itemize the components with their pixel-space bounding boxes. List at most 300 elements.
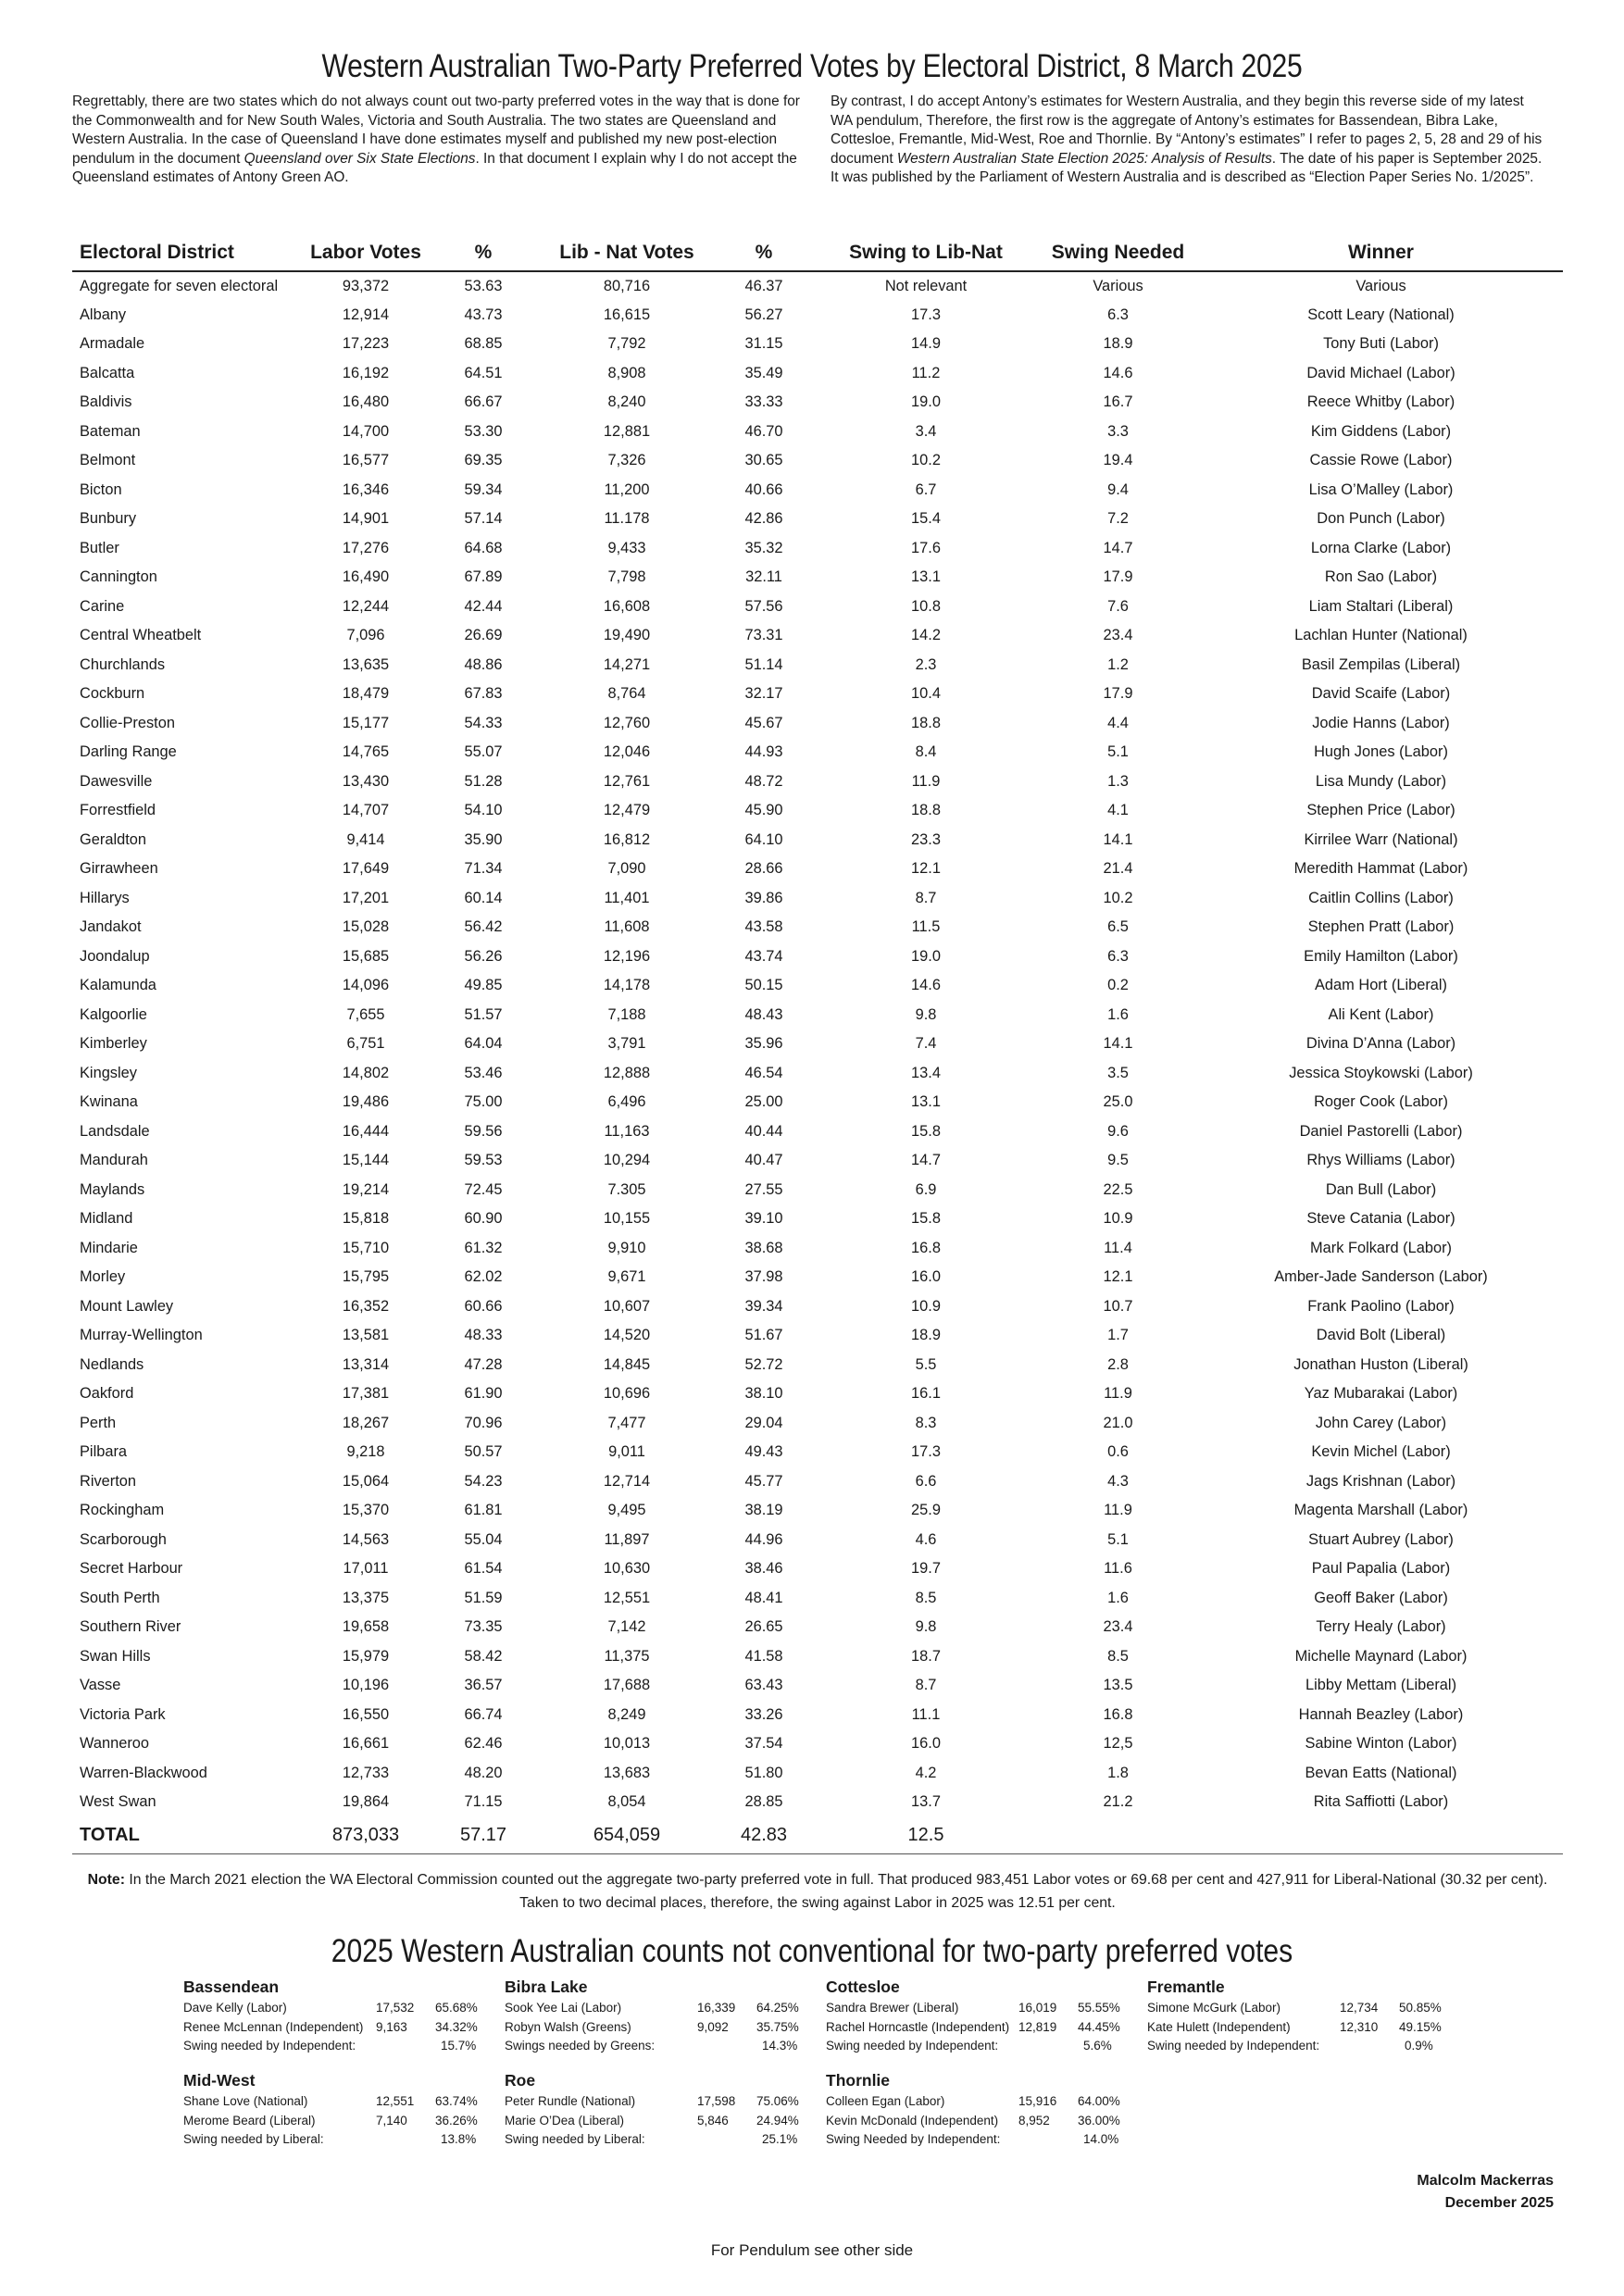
table-cell: 7,142 [607,1618,646,1636]
table-cell: 59.53 [464,1152,503,1169]
table-cell: 14.7 [1103,539,1133,556]
table-cell: 21.2 [1103,1793,1133,1811]
district-cell: Kalamunda [80,977,156,994]
candidate-percent: 49.15% [1399,2019,1442,2034]
district-cell: Balcatta [80,364,135,381]
district-cell: Nedlands [80,1355,144,1373]
table-cell: 6.3 [1107,306,1129,323]
table-cell: 11,897 [604,1530,650,1548]
table-cell: 21.4 [1103,860,1133,878]
table-cell: 12.1 [911,860,941,878]
table-cell: 54.10 [464,802,503,819]
district-cell: Morley [80,1268,126,1286]
table-cell: 17,649 [342,860,390,878]
total-cell: 654,059 [541,1817,713,1854]
table-cell: 11,401 [604,889,650,906]
table-cell: 10.4 [911,685,941,703]
table-cell: 14,520 [603,1327,651,1344]
table-row [72,1204,1563,1234]
candidate-name: Merome Beard (Liberal) [183,2113,316,2128]
candidate-percent: 44.45% [1078,2019,1120,2034]
table-cell: 17.9 [1103,568,1133,586]
candidate-percent: 63.74% [435,2094,478,2108]
district-cell: Central Wheatbelt [80,627,202,644]
table-cell: 64.04 [464,1035,503,1053]
district-cell: Baldivis [80,393,132,411]
table-cell: 59.34 [464,480,503,498]
table-cell: Cassie Rowe (Labor) [1309,452,1453,469]
table-row [72,1526,1563,1555]
table-row [72,418,1563,447]
district-cell: Murray-Wellington [80,1327,203,1344]
table-cell: 3,791 [607,1035,646,1053]
table-cell: 10,630 [603,1560,651,1578]
table-cell: 14,901 [342,510,390,528]
table-cell: 13.1 [911,568,941,586]
district-cell: Cannington [80,568,157,586]
table-cell: 56.42 [464,918,503,936]
district-cell: Scarborough [80,1530,167,1548]
table-cell: 15,028 [342,918,390,936]
table-cell: 4.6 [915,1530,937,1548]
swing-needed-row [183,2037,498,2056]
table-cell: 35.32 [744,539,783,556]
table-cell: 31.15 [744,335,783,353]
table-cell: 1.3 [1107,772,1129,790]
table-row [72,534,1563,564]
table-row [72,1409,1563,1439]
table-cell: 15.8 [911,1210,941,1228]
district-cell: Forrestfield [80,802,156,819]
table-cell: 46.37 [744,277,783,294]
district-cell: Kalgoorlie [80,1005,147,1023]
candidate-name: Rachel Horncastle (Independent) [826,2019,1010,2034]
table-cell: 17,276 [342,539,390,556]
table-cell: 45.90 [744,802,783,819]
table-cell: 57.14 [464,510,503,528]
swing-needed-row [505,2037,819,2056]
table-row [72,1467,1563,1497]
table-cell: 14.7 [911,1152,941,1169]
table-cell: 18.9 [1103,335,1133,353]
table-row [72,388,1563,418]
candidate-row [826,2018,1141,2038]
district-cell: Landsdale [80,1122,150,1140]
total-label: TOTAL [72,1817,306,1854]
table-row [72,563,1563,593]
district-cell: Kimberley [80,1035,147,1053]
table-cell: 51.57 [464,1005,503,1023]
table-cell: 55.04 [464,1530,503,1548]
table-cell: 19.7 [911,1560,941,1578]
table-cell: 39.34 [744,1297,783,1315]
table-cell: 8.4 [915,743,937,761]
district-cell: Bicton [80,480,122,498]
candidate-percent: 55.55% [1078,2001,1120,2015]
table-cell: 12,881 [603,422,651,440]
table-cell: 14.9 [911,335,941,353]
district-cell: Jandakot [80,918,142,936]
table-cell: Stuart Aubrey (Labor) [1308,1530,1454,1548]
table-cell: 42.86 [744,510,783,528]
table-cell: 9,671 [607,1268,646,1286]
column-header: % [713,234,815,271]
district-cell: Joondalup [80,947,150,965]
table-cell: Frank Paolino (Labor) [1307,1297,1455,1315]
table-row [72,621,1563,651]
seat-name: Roe [505,2071,536,2090]
table-cell: 8,054 [607,1793,646,1811]
table-cell: 9,414 [346,830,385,848]
table-cell: 15,685 [342,947,390,965]
table-cell: 18.7 [911,1647,941,1665]
total-cell: 873,033 [306,1817,426,1854]
table-row [72,971,1563,1001]
table-cell: Not relevant [884,277,968,294]
table-cell: David Bolt (Liberal) [1316,1327,1446,1344]
table-cell: 38.10 [744,1385,783,1403]
table-cell: 48.43 [744,1005,783,1023]
table-cell: 11,375 [604,1647,650,1665]
table-cell: 19,658 [342,1618,390,1636]
table-cell: 11.4 [1104,1239,1132,1256]
table-cell: 36.57 [464,1677,503,1694]
table-cell: 10,607 [603,1297,651,1315]
candidate-name: Simone McGurk (Labor) [1147,2001,1281,2015]
table-cell: 13.5 [1103,1677,1133,1694]
table-row [72,1729,1563,1759]
table-cell: Divina D’Anna (Labor) [1305,1035,1456,1053]
table-row [72,505,1563,534]
table-cell: 71.34 [464,860,503,878]
table-cell: 1.8 [1107,1764,1129,1781]
table-cell: Various [1355,277,1406,294]
table-cell: Jodie Hanns (Labor) [1312,714,1450,731]
table-cell: Paul Papalia (Labor) [1311,1560,1451,1578]
table-cell: 8,240 [607,393,646,411]
table-cell: 25.9 [911,1502,941,1519]
table-cell: 19,864 [342,1793,390,1811]
table-cell: 64.68 [464,539,503,556]
district-cell: Churchlands [80,655,166,673]
table-cell: 15.8 [911,1122,941,1140]
table-cell: Ali Kent (Labor) [1328,1005,1434,1023]
table-cell: 8.7 [915,1677,937,1694]
intro-text: . The date of his paper is September 2025. It was published by the Parliament of Western Australia and is described as “Election Paper Series No. 1/2025”. [831,150,1543,186]
table-cell: 11,200 [604,480,650,498]
table-cell: 67.83 [464,685,503,703]
intro-right-paragraph [831,93,1543,188]
district-cell: Wanneroo [80,1735,150,1753]
table-cell: 7,096 [346,627,385,644]
table-cell: 14,700 [342,422,390,440]
table-row [72,738,1563,767]
candidate-name: Robyn Walsh (Greens) [505,2019,631,2034]
table-cell: 14,096 [342,977,390,994]
table-cell: 15.4 [911,510,941,528]
table-cell: 70.96 [464,1414,503,1431]
candidate-percent: 64.00% [1078,2094,1120,2108]
swing-needed-row [826,2130,1141,2150]
table-cell: 17.9 [1103,685,1133,703]
district-cell: Mount Lawley [80,1297,174,1315]
district-cell: West Swan [80,1793,156,1811]
swing-value: 14.3% [762,2039,798,2053]
table-cell: 13,314 [342,1355,390,1373]
table-cell: 16.1 [911,1385,941,1403]
table-row [72,476,1563,505]
table-cell: 93,372 [342,277,390,294]
table-cell: 39.10 [744,1210,783,1228]
table-header-row [72,234,1563,271]
table-row [72,826,1563,855]
table-cell: Jonathan Huston (Liberal) [1293,1355,1468,1373]
table-cell: 7,326 [607,452,646,469]
table-cell: 51.67 [744,1327,783,1344]
table-row [72,796,1563,826]
table-cell: 45.77 [744,1472,783,1490]
table-cell: 10,196 [342,1677,390,1694]
table-cell: 17.6 [911,539,941,556]
table-cell: Adam Hort (Liberal) [1314,977,1447,994]
table-cell: 14.6 [1103,364,1133,381]
table-cell: Caitlin Collins (Labor) [1308,889,1454,906]
table-row [72,1701,1563,1730]
table-cell: 7.6 [1107,597,1129,615]
table-cell: 46.70 [744,422,783,440]
candidate-percent: 34.32% [435,2019,478,2034]
district-cell: Midland [80,1210,133,1228]
table-cell: 12,551 [603,1589,651,1606]
table-row [72,1351,1563,1380]
table-cell: Amber-Jade Sanderson (Labor) [1274,1268,1488,1286]
table-cell: 2.8 [1107,1355,1129,1373]
district-cell: Butler [80,539,119,556]
table-cell: 73.31 [744,627,783,644]
table-cell: 17,011 [343,1560,389,1578]
table-cell: 19.4 [1103,452,1133,469]
table-cell: 16.0 [911,1268,941,1286]
table-cell: Daniel Pastorelli (Labor) [1299,1122,1463,1140]
table-cell: John Carey (Labor) [1315,1414,1447,1431]
district-cell: Secret Harbour [80,1560,183,1578]
table-cell: 4.1 [1107,802,1129,819]
table-cell: 19,490 [603,627,651,644]
table-cell: 14,178 [603,977,651,994]
table-cell: 12,244 [342,597,390,615]
intro-text: . In that document I explain why I do not accept the Queensland estimates of Antony Green AO. [72,150,797,186]
table-cell: 28.66 [744,860,783,878]
table-cell: 60.14 [464,889,503,906]
table-cell: 35.90 [464,830,503,848]
table-cell: 30.65 [744,452,783,469]
table-cell: 15,710 [342,1239,390,1256]
candidate-percent: 50.85% [1399,2001,1442,2015]
author-date: December 2025 [1444,2195,1554,2211]
seat-box [1147,1977,1462,2056]
table-cell: 55.07 [464,743,503,761]
table-cell: 4.3 [1107,1472,1129,1490]
table-cell: 48.72 [744,772,783,790]
table-cell: Sabine Winton (Labor) [1305,1735,1457,1753]
table-cell: 62.02 [464,1268,503,1286]
table-cell: 18,267 [342,1414,390,1431]
table-cell: 25.00 [744,1093,783,1111]
candidate-name: Shane Love (National) [183,2094,308,2108]
table-cell: 16,661 [342,1735,390,1753]
district-cell: Victoria Park [80,1705,166,1723]
district-cell: Maylands [80,1180,145,1198]
table-cell: 6.7 [915,480,937,498]
table-cell: 59.56 [464,1122,503,1140]
column-header: Lib - Nat Votes [541,234,713,271]
table-cell: 16,812 [603,830,651,848]
table-cell: 12,888 [603,1064,651,1081]
seat-box [183,1977,498,2056]
table-cell: 16,608 [603,597,651,615]
results-table-container [72,234,1563,1854]
table-cell: Jessica Stoykowski (Labor) [1289,1064,1473,1081]
table-cell: 12,046 [603,743,651,761]
district-cell: Southern River [80,1618,181,1636]
table-cell: 51.80 [744,1764,783,1781]
table-cell: 17.3 [911,1443,941,1461]
table-cell: 10.9 [1103,1210,1133,1228]
seat-box [183,2070,498,2150]
table-cell: 6.3 [1107,947,1129,965]
table-cell: 16,346 [342,480,390,498]
table-cell: 10.2 [911,452,941,469]
table-cell: 3.4 [915,422,937,440]
table-cell: 10.9 [911,1297,941,1315]
table-cell: 16,192 [342,364,390,381]
table-cell: 14,802 [342,1064,390,1081]
table-cell: 14,707 [342,802,390,819]
table-cell: Scott Leary (National) [1307,306,1455,323]
district-cell: Vasse [80,1677,121,1694]
note-label: Note: [87,1872,125,1888]
table-cell: 23.3 [911,830,941,848]
table-cell: 43.58 [744,918,783,936]
table-cell: 7,792 [607,335,646,353]
note-text: In the March 2021 election the WA Electoral Commission counted out the aggregate two-party preferred vote in full. That produced 983,451 Labor votes or 69.68 per cent and 427,911 for Liberal-National (30.32 per cent). Taken to two decimal places, therefore, the swing against Labor in 2025 was 12.51 per cent. [124,1872,1548,1911]
intro-document-title: Western Australian State Election 2025: Analysis of Results [896,150,1272,167]
table-row [72,1029,1563,1059]
table-cell: 14,845 [603,1355,651,1373]
district-cell: Hillarys [80,889,130,906]
candidate-row [505,1999,819,2018]
table-cell: 48.41 [744,1589,783,1606]
swing-label: Swing needed by Independent: [183,2039,356,2053]
district-cell: Collie-Preston [80,714,175,731]
table-cell: 10,013 [603,1735,651,1753]
table-cell: 12,914 [342,306,390,323]
total-cell [1199,1817,1563,1854]
table-cell: Bevan Eatts (National) [1305,1764,1457,1781]
table-row [72,1117,1563,1147]
candidate-votes: 9,092 [697,2019,729,2034]
table-cell: 33.26 [744,1705,783,1723]
table-cell: Rhys Williams (Labor) [1306,1152,1455,1169]
table-cell: 21.0 [1103,1414,1133,1431]
table-cell: 3.3 [1107,422,1129,440]
district-cell: Pilbara [80,1443,128,1461]
seat-box [826,1977,1141,2056]
table-cell: David Michael (Labor) [1306,364,1455,381]
table-cell: 51.28 [464,772,503,790]
seat-name: Bassendean [183,1978,280,1996]
table-cell: 9.8 [915,1005,937,1023]
table-cell: 6.5 [1107,918,1129,936]
table-cell: 11,608 [604,918,650,936]
table-cell: Meredith Hammat (Labor) [1293,860,1468,878]
district-cell: South Perth [80,1589,160,1606]
table-cell: 10.2 [1103,889,1133,906]
table-row [72,1788,1563,1817]
table-cell: 38.68 [744,1239,783,1256]
table-cell: Libby Mettam (Liberal) [1305,1677,1457,1694]
table-cell: Jags Krishnan (Labor) [1305,1472,1456,1490]
district-cell: Belmont [80,452,136,469]
table-cell: 40.47 [744,1152,783,1169]
table-cell: 8.7 [915,889,937,906]
swing-needed-row [505,2130,819,2150]
table-cell: 11.1 [911,1705,941,1723]
table-cell: 7,798 [607,568,646,586]
table-cell: 51.14 [744,655,783,673]
seat-box [505,1977,819,2056]
candidate-percent: 75.06% [756,2094,799,2108]
table-cell: Roger Cook (Labor) [1314,1093,1448,1111]
swing-label: Swing Needed by Independent: [826,2132,1001,2146]
candidate-votes: 16,019 [1018,2001,1057,2015]
swing-label: Swing needed by Independent: [1147,2039,1320,2053]
candidate-row [826,2112,1141,2131]
district-cell: Rockingham [80,1502,165,1519]
table-cell: 64.51 [464,364,503,381]
table-row [72,446,1563,476]
table-cell: Ron Sao (Labor) [1324,568,1438,586]
intro-left-paragraph [72,93,813,188]
table-cell: 1.6 [1107,1589,1129,1606]
table-cell: Michelle Maynard (Labor) [1294,1647,1468,1665]
candidate-percent: 35.75% [756,2019,799,2034]
table-cell: 38.46 [744,1560,783,1578]
table-cell: 9.8 [915,1618,937,1636]
seat-box [826,2070,1141,2150]
table-cell: 1.2 [1107,655,1129,673]
table-cell: 69.35 [464,452,503,469]
table-cell: 14,765 [342,743,390,761]
candidate-row [505,2112,819,2131]
table-cell: 61.54 [464,1560,503,1578]
table-row [72,1263,1563,1292]
table-cell: 8.5 [1107,1647,1129,1665]
table-cell: 64.10 [744,830,783,848]
table-cell: 8.5 [915,1589,937,1606]
table-cell: 11.5 [911,918,941,936]
district-cell: Albany [80,306,127,323]
candidate-name: Peter Rundle (National) [505,2094,636,2108]
district-cell: Bunbury [80,510,137,528]
table-cell: 8,908 [607,364,646,381]
table-row [72,593,1563,622]
table-cell: 15,064 [342,1472,390,1490]
district-cell: Geraldton [80,830,146,848]
seat-name: Cottesloe [826,1978,900,1996]
table-cell: 8,764 [607,685,646,703]
table-row [72,651,1563,680]
